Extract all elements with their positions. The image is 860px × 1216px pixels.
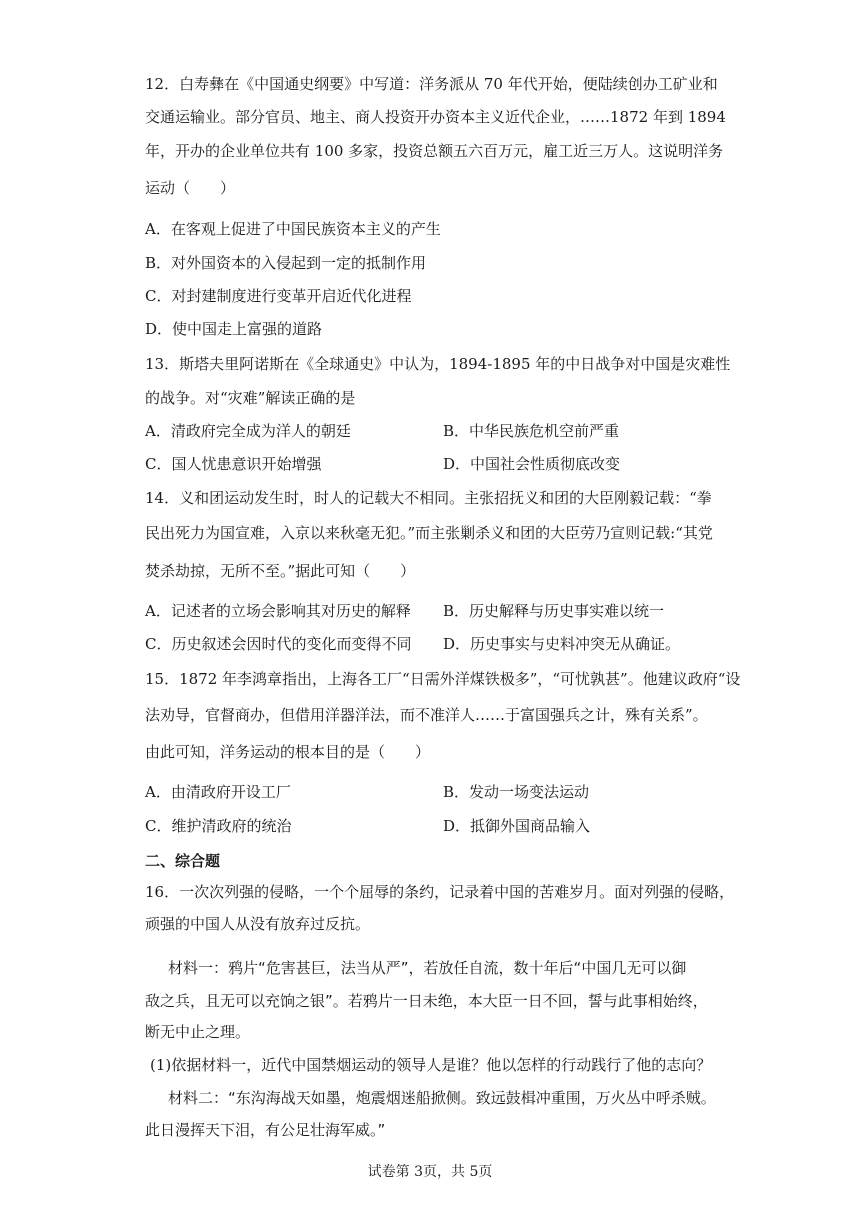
material-1-line-1: 材料一：鸦片“危害甚巨，法当从严”，若放任自流，数十年后“中国几无可以御 — [168, 959, 687, 977]
question-13-option-d: D．中国社会性质彻底改变 — [443, 455, 621, 473]
question-14-option-a: A．记述者的立场会影响其对历史的解释 — [145, 602, 411, 620]
section-2-heading: 二、综合题 — [145, 852, 221, 870]
question-13-line-1: 13．斯塔夫里阿诺斯在《全球通史》中认为，1894-1895 年的中日战争对中国是灾难性 — [145, 355, 731, 373]
question-16-line-1: 16．一次次列强的侵略，一个个屈辱的条约，记录着中国的苦难岁月。面对列强的侵略， — [145, 883, 735, 901]
question-12-line-3: 年，开办的企业单位共有 100 多家，投资总额五六百万元，雇工近三万人。这说明洋务 — [145, 142, 724, 160]
question-13-option-b: B．中华民族危机空前严重 — [443, 422, 620, 440]
question-15-option-c: C．维护清政府的统治 — [145, 817, 292, 835]
question-15-line-3: 由此可知，洋务运动的根本目的是（ ） — [145, 743, 431, 761]
question-15-option-d: D．抵御外国商品输入 — [443, 817, 591, 835]
question-12-line-1: 12．白寿彝在《中国通史纲要》中写道：洋务派从 70 年代开始，便陆续创办工矿业和 — [145, 75, 718, 93]
question-16-line-2: 顽强的中国人从没有放弃过反抗。 — [145, 915, 371, 933]
question-13-line-2: 的战争。对“灾难”解读正确的是 — [145, 389, 356, 407]
question-12-option-d: D．使中国走上富强的道路 — [145, 320, 323, 338]
sub-question-1: (1)依据材料一，近代中国禁烟运动的领导人是谁？他以怎样的行动践行了他的志向？ — [150, 1056, 712, 1074]
material-1-line-3: 断无中止之理。 — [145, 1023, 251, 1041]
question-13-option-a: A．清政府完全成为洋人的朝廷 — [145, 422, 351, 440]
question-15-line-1: 15．1872 年李鸿章指出，上海各工厂“日需外洋煤铁极多”，“可忧孰甚”。他建议政府“设 — [145, 670, 741, 688]
question-15-option-b: B．发动一场变法运动 — [443, 783, 590, 801]
question-14-line-1: 14．义和团运动发生时，时人的记载大不相同。主张招抚义和团的大臣刚毅记载：“拳 — [145, 489, 712, 507]
material-2-line-2: 此日漫挥天下泪，有公足壮海军威。” — [145, 1121, 386, 1139]
question-13-option-c: C．国人忧患意识开始增强 — [145, 455, 322, 473]
question-12-option-a: A．在客观上促进了中国民族资本主义的产生 — [145, 220, 441, 238]
material-2-line-1: 材料二：“东沟海战天如墨，炮震烟迷船掀侧。致远鼓楫冲重围，万火丛中呼杀贼。 — [168, 1089, 716, 1107]
material-1-line-2: 敌之兵，且无可以充饷之银”。若鸦片一日未绝，本大臣一日不回，誓与此事相始终， — [145, 992, 708, 1010]
question-12-option-b: B．对外国资本的入侵起到一定的抵制作用 — [145, 254, 427, 272]
page-footer: 试卷第 3页，共 5页 — [367, 1164, 493, 1180]
question-14-line-3: 焚杀劫掠，无所不至。”据此可知（ ） — [145, 562, 416, 580]
question-15-option-a: A．由清政府开设工厂 — [145, 783, 291, 801]
question-14-option-c: C．历史叙述会因时代的变化而变得不同 — [145, 635, 412, 653]
question-14-option-b: B．历史解释与历史事实难以统一 — [443, 602, 665, 620]
question-14-line-2: 民出死力为国宣难，入京以来秋毫无犯。”而主张剿杀义和团的大臣劳乃宣则记载:“其党 — [145, 524, 713, 542]
question-15-line-2: 法劝导，官督商办，但借用洋器洋法，而不准洋人……于富国强兵之计，殊有关系”。 — [145, 706, 708, 724]
question-12-line-4: 运动（ ） — [145, 179, 236, 197]
question-12-option-c: C．对封建制度进行变革开启近代化进程 — [145, 287, 412, 305]
question-14-option-d: D．历史事实与史料冲突无从确证。 — [443, 635, 681, 653]
question-12-line-2: 交通运输业。部分官员、地主、商人投资开办资本主义近代企业，……1872 年到 1894 — [145, 108, 726, 126]
